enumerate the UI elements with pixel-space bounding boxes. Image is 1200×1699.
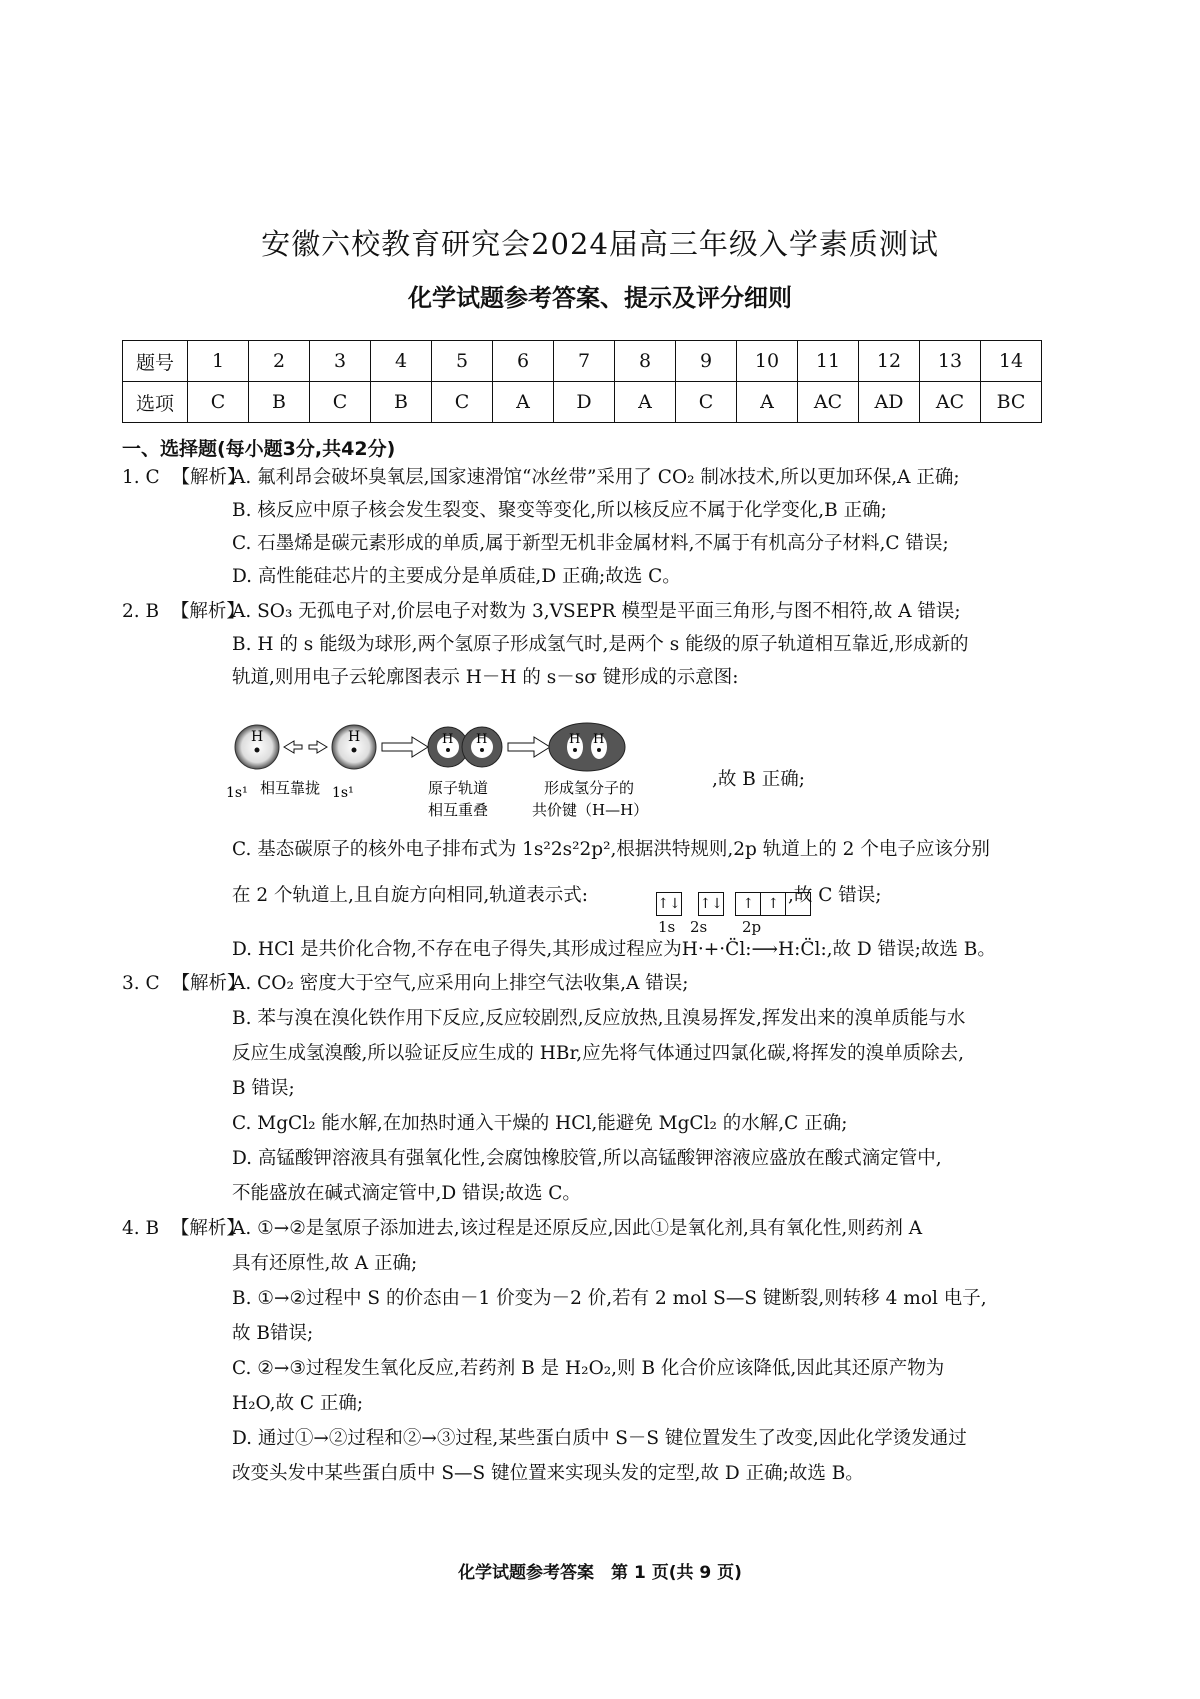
row-label-number: 题号 bbox=[123, 341, 188, 382]
orbital-box-2p-2: ↑ bbox=[761, 892, 786, 916]
orbital-box-1s: ↑↓ bbox=[656, 892, 682, 916]
answer-table bbox=[122, 340, 1042, 423]
table-cell: 14 bbox=[981, 341, 1042, 382]
q2-a: A. SO₃ 无孤电子对,价层电子对数为 3,VSEPR 模型是平面三角形,与图不相符,故 A 错误; bbox=[232, 601, 961, 622]
table-cell: 11 bbox=[798, 341, 859, 382]
q4-c1: C. ②→③过程发生氧化反应,若药剂 B 是 H₂O₂,则 B 化合价应该降低,因此其还原产物为 bbox=[232, 1358, 945, 1379]
q3-b3: B 错误; bbox=[232, 1078, 295, 1099]
orbital-box-2s: ↑↓ bbox=[698, 892, 724, 916]
q3-answer: 3. C bbox=[122, 973, 160, 994]
q2-b2: 轨道,则用电子云轮廓图表示 H－H 的 s－sσ 键形成的示意图: bbox=[232, 667, 739, 688]
table-cell: 1 bbox=[188, 341, 249, 382]
table-cell: D bbox=[554, 382, 615, 423]
label-overlap-1: 原子轨道 bbox=[428, 779, 489, 797]
q3-a: A. CO₂ 密度大于空气,应采用向上排空气法收集,A 错误; bbox=[232, 973, 689, 994]
label-1s-right: 1s¹ bbox=[332, 785, 354, 801]
q2-b1: B. H 的 s 能级为球形,两个氢原子形成氢气时,是两个 s 能级的原子轨道相互靠近,形成新的 bbox=[232, 634, 969, 655]
table-cell: BC bbox=[981, 382, 1042, 423]
q3-tag: 【解析】 bbox=[171, 973, 246, 994]
q1-d: D. 高性能硅芯片的主要成分是单质硅,D 正确;故选 C。 bbox=[232, 566, 681, 587]
q2-answer: 2. B bbox=[122, 601, 160, 622]
q3-b2: 反应生成氢溴酸,所以验证反应生成的 HBr,应先将气体通过四氯化碳,将挥发的溴单质除去, bbox=[232, 1043, 964, 1064]
q1-b: B. 核反应中原子核会发生裂变、聚变等变化,所以核反应不属于化学变化,B 正确; bbox=[232, 500, 887, 521]
table-cell: 5 bbox=[432, 341, 493, 382]
h-label: H bbox=[569, 732, 581, 747]
q2-c-end: ,故 C 错误; bbox=[788, 885, 882, 906]
orbital-box-2p-1: ↑ bbox=[735, 892, 761, 916]
table-cell: 3 bbox=[310, 341, 371, 382]
h-label: H bbox=[442, 732, 454, 747]
label-overlap-2: 相互重叠 bbox=[428, 801, 489, 819]
table-cell: 10 bbox=[737, 341, 798, 382]
q2-c1: C. 基态碳原子的核外电子排布式为 1s²2s²2p²,根据洪特规则,2p 轨道上的 2 个电子应该分别 bbox=[232, 839, 990, 860]
table-cell: A bbox=[737, 382, 798, 423]
row-label-answer: 选项 bbox=[123, 382, 188, 423]
document-title: 安徽六校教育研究会2024届高三年级入学素质测试 bbox=[261, 227, 939, 261]
q2-label bbox=[122, 600, 245, 624]
h-label: H bbox=[476, 732, 488, 747]
q4-tag: 【解析】 bbox=[170, 1218, 245, 1239]
answer-table-number-row bbox=[123, 341, 1042, 382]
table-cell: A bbox=[493, 382, 554, 423]
label-bond-1: 形成氢分子的 bbox=[544, 779, 635, 797]
q1-a: A. 氟利昂会破坏臭氧层,国家速滑馆“冰丝带”采用了 CO₂ 制冰技术,所以更加环保,A 正确; bbox=[232, 467, 960, 488]
table-cell: AC bbox=[798, 382, 859, 423]
q2-tag: 【解析】 bbox=[170, 601, 245, 622]
hh-bond-diagram bbox=[226, 725, 712, 825]
table-cell: AD bbox=[859, 382, 920, 423]
q4-b2: 故 B错误; bbox=[232, 1323, 314, 1344]
q3-label bbox=[122, 972, 245, 996]
q4-c2: H₂O,故 C 正确; bbox=[232, 1393, 364, 1414]
label-approach: 相互靠拢 bbox=[260, 779, 321, 797]
page-footer: 化学试题参考答案 第 1 页(共 9 页) bbox=[458, 1563, 742, 1583]
table-cell: 8 bbox=[615, 341, 676, 382]
table-cell: 4 bbox=[371, 341, 432, 382]
h-label: H bbox=[251, 729, 264, 745]
label-bond-2: 共价键（H—H） bbox=[532, 801, 649, 819]
table-cell: 7 bbox=[554, 341, 615, 382]
table-cell: 2 bbox=[249, 341, 310, 382]
orbital-label-2s: 2s bbox=[690, 918, 708, 936]
q1-answer: 1. C bbox=[122, 467, 160, 488]
q2-c2: 在 2 个轨道上,且自旋方向相同,轨道表示式: bbox=[232, 885, 589, 906]
h-label: H bbox=[593, 732, 605, 747]
orbital-label-1s: 1s bbox=[658, 918, 676, 936]
q3-c: C. MgCl₂ 能水解,在加热时通入干燥的 HCl,能避免 MgCl₂ 的水解,C 正确; bbox=[232, 1113, 848, 1134]
table-cell: 6 bbox=[493, 341, 554, 382]
q3-b1: B. 苯与溴在溴化铁作用下反应,反应较剧烈,反应放热,且溴易挥发,挥发出来的溴单质能与水 bbox=[232, 1008, 966, 1029]
table-cell: C bbox=[432, 382, 493, 423]
label-1s-left: 1s¹ bbox=[226, 785, 248, 801]
table-cell: A bbox=[615, 382, 676, 423]
q1-label bbox=[122, 466, 245, 490]
q4-b1: B. ①→②过程中 S 的价态由－1 价变为－2 价,若有 2 mol S—S 键断裂,则转移 4 mol 电子, bbox=[232, 1288, 987, 1309]
table-cell: 12 bbox=[859, 341, 920, 382]
table-cell: AC bbox=[920, 382, 981, 423]
document-subtitle: 化学试题参考答案、提示及评分细则 bbox=[408, 284, 792, 312]
table-cell: 13 bbox=[920, 341, 981, 382]
answer-table-answer-row bbox=[123, 382, 1042, 423]
q4-label bbox=[122, 1217, 245, 1241]
table-cell: C bbox=[676, 382, 737, 423]
q1-tag: 【解析】 bbox=[171, 467, 246, 488]
table-cell: C bbox=[310, 382, 371, 423]
q1-c: C. 石墨烯是碳元素形成的单质,属于新型无机非金属材料,不属于有机高分子材料,C 错误; bbox=[232, 533, 949, 554]
q4-a1: A. ①→②是氢原子添加进去,该过程是还原反应,因此①是氧化剂,具有氧化性,则药剂 A bbox=[232, 1218, 923, 1239]
q4-d2: 改变头发中某些蛋白质中 S—S 键位置来实现头发的定型,故 D 正确;故选 B。 bbox=[232, 1463, 864, 1484]
table-cell: B bbox=[249, 382, 310, 423]
q4-answer: 4. B bbox=[122, 1218, 160, 1239]
q3-d1: D. 高锰酸钾溶液具有强氧化性,会腐蚀橡胶管,所以高锰酸钾溶液应盛放在酸式滴定管中, bbox=[232, 1148, 942, 1169]
q4-d1: D. 通过①→②过程和②→③过程,某些蛋白质中 S－S 键位置发生了改变,因此化学烫发通过 bbox=[232, 1428, 967, 1449]
table-cell: C bbox=[188, 382, 249, 423]
h-label: H bbox=[348, 729, 361, 745]
q4-a2: 具有还原性,故 A 正确; bbox=[232, 1253, 418, 1274]
q2-d: D. HCl 是共价化合物,不存在电子得失,其形成过程应为H·+·C̈l:⟶H:C̈l:,故 D 错误;故选 B。 bbox=[232, 939, 996, 960]
hh-bond-svg bbox=[226, 725, 712, 825]
q2-b-end: ,故 B 正确; bbox=[712, 769, 805, 790]
section-title: 一、选择题(每小题3分,共42分) bbox=[122, 438, 396, 460]
q3-d2: 不能盛放在碱式滴定管中,D 错误;故选 C。 bbox=[232, 1183, 581, 1204]
table-cell: 9 bbox=[676, 341, 737, 382]
orbital-label-2p: 2p bbox=[742, 918, 762, 936]
table-cell: B bbox=[371, 382, 432, 423]
